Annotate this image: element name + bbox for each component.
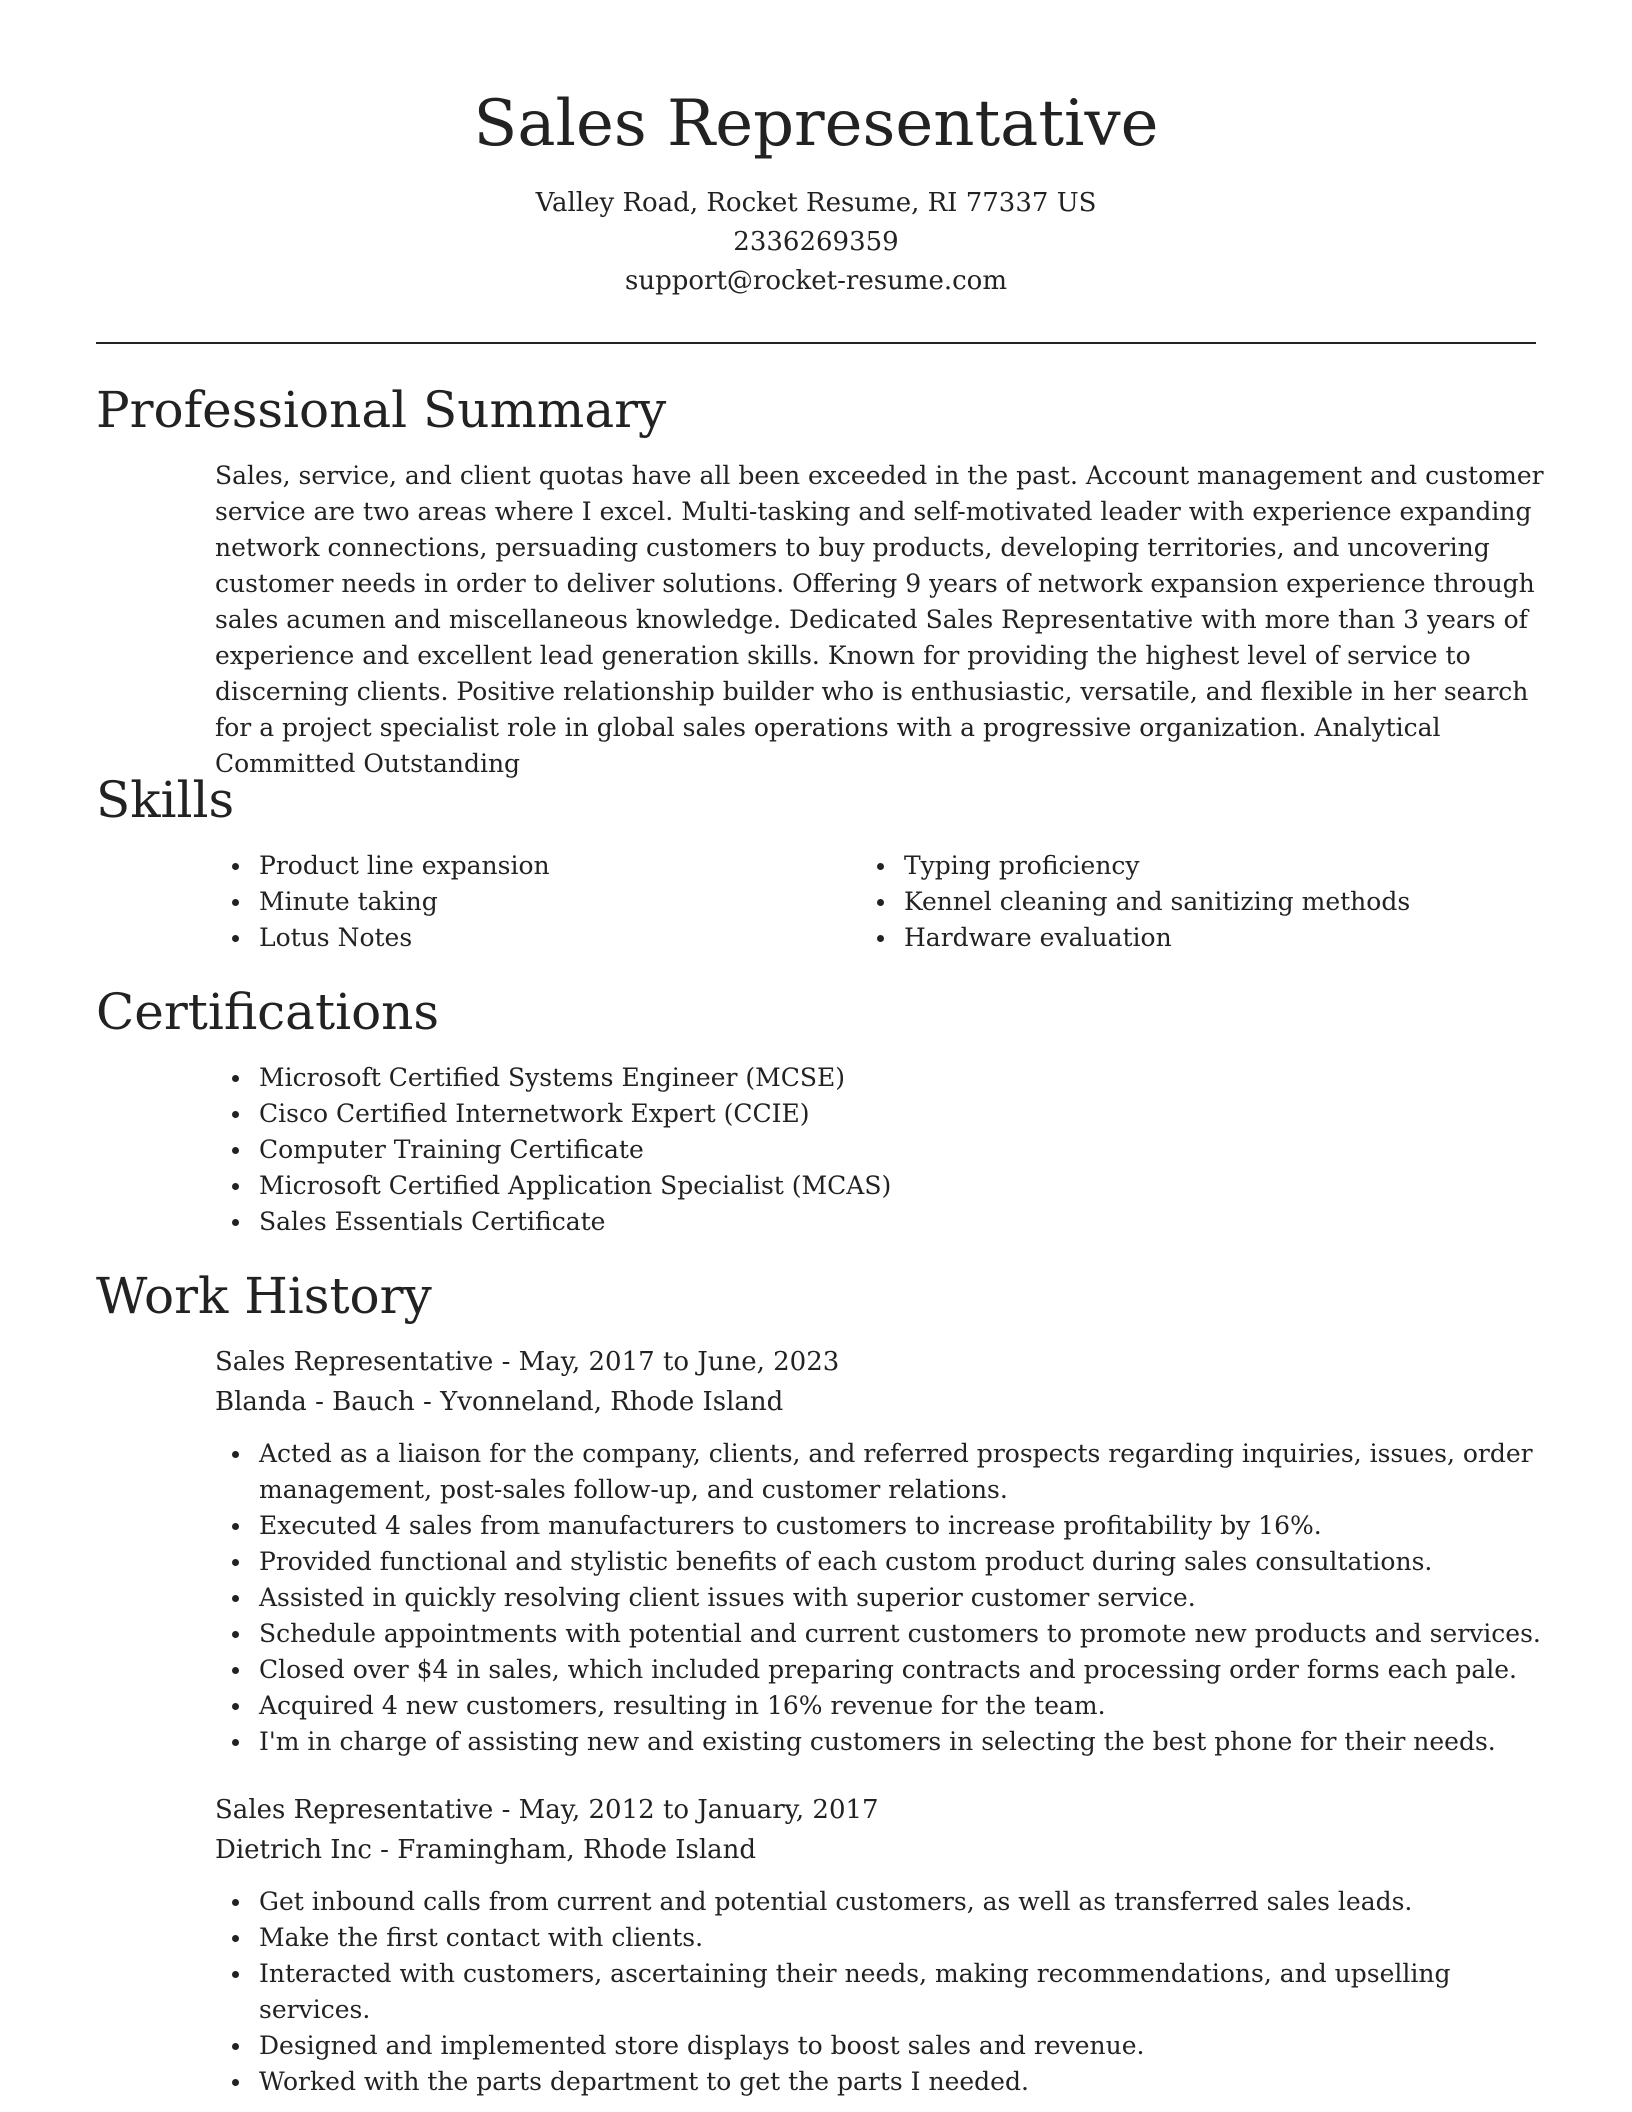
summary-text: Sales, service, and client quotas have all been exceeded in the past. Account management and customer service are two areas where I excel. Multi-tasking and self-motivated leader with experience expanding network connections, persuading customers to buy products, developing territories, and uncovering customer needs in order to deliver solutions. Offering 9 years of network expansion experience through sales acumen and miscellaneous knowledge. Dedicated Sales Representative with more than 3 years of experience and excellent lead generation skills. Known for providing the highest level of service to discerning clients. Positive relationship builder who is enthusiastic, versatile, and flexible in her search for a project specialist role in global sales operations with a progressive organization. Analytical Committed Outstanding xyxy=(215,461,1544,778)
job-employer-line xyxy=(215,1382,783,1422)
skills-column-right xyxy=(860,848,1500,956)
list-item: Product line expansion xyxy=(215,848,855,884)
job-dates: - May, 2012 to January, 2017 xyxy=(493,1795,879,1825)
list-item: Lotus Notes xyxy=(215,920,855,956)
skills-heading: Skills xyxy=(96,771,235,829)
list-item: Cisco Certified Internetwork Expert (CCIE) xyxy=(215,1096,891,1132)
job-employer: Blanda - Bauch xyxy=(215,1387,415,1417)
skills-column-left xyxy=(215,848,855,956)
contact-info xyxy=(0,184,1632,301)
email: support@rocket-resume.com xyxy=(624,266,1007,296)
job-employer: Dietrich Inc xyxy=(215,1835,372,1865)
list-item: Typing proficiency xyxy=(860,848,1500,884)
list-item: Worked with the parts department to get the parts I needed. xyxy=(215,2064,1545,2100)
list-item: Acted as a liaison for the company, clients, and referred prospects regarding inquiries, issues, order management, post-sales follow-up, and customer relations. xyxy=(215,1436,1545,1508)
list-item: Assisted in quickly resolving client issues with superior customer service. xyxy=(215,1580,1545,1616)
job-bullets xyxy=(215,1884,1545,2100)
list-item: Closed over $4 in sales, which included preparing contracts and processing order forms each pale. xyxy=(215,1652,1545,1688)
job-title: Sales Representative xyxy=(215,1795,494,1825)
certifications-list xyxy=(215,1060,891,1240)
list-item: Executed 4 sales from manufacturers to customers to increase profitability by 16%. xyxy=(215,1508,1545,1544)
job-employer-line xyxy=(215,1830,756,1870)
resume-header xyxy=(0,0,1632,301)
list-item: Sales Essentials Certificate xyxy=(215,1204,891,1240)
list-item: Schedule appointments with potential and current customers to promote new products and services. xyxy=(215,1616,1545,1652)
job-dates: - May, 2017 to June, 2023 xyxy=(493,1347,840,1377)
list-item: Acquired 4 new customers, resulting in 16% revenue for the team. xyxy=(215,1688,1545,1724)
summary-heading: Professional Summary xyxy=(96,381,667,439)
job-location: - Yvonneland, Rhode Island xyxy=(414,1387,784,1417)
list-item: Hardware evaluation xyxy=(860,920,1500,956)
certifications-heading: Certifications xyxy=(96,983,440,1041)
header-divider xyxy=(96,342,1536,344)
job-location: - Framingham, Rhode Island xyxy=(371,1835,757,1865)
list-item: Microsoft Certified Application Specialist (MCAS) xyxy=(215,1168,891,1204)
list-item: Minute taking xyxy=(215,884,855,920)
address: Valley Road, Rocket Resume, RI 77337 US xyxy=(535,188,1097,218)
job-title-line xyxy=(215,1790,879,1830)
list-item: Interacted with customers, ascertaining their needs, making recommendations, and upselling services. xyxy=(215,1956,1545,2028)
list-item: Designed and implemented store displays to boost sales and revenue. xyxy=(215,2028,1545,2064)
list-item: I'm in charge of assisting new and existing customers in selecting the best phone for their needs. xyxy=(215,1724,1545,1760)
work-history-heading: Work History xyxy=(96,1267,432,1325)
job-bullets xyxy=(215,1436,1545,1760)
job-title-line xyxy=(215,1342,839,1382)
list-item: Make the first contact with clients. xyxy=(215,1920,1545,1956)
phone: 2336269359 xyxy=(733,227,899,257)
list-item: Provided functional and stylistic benefits of each custom product during sales consultations. xyxy=(215,1544,1545,1580)
candidate-name: Sales Representative xyxy=(473,87,1159,161)
job-title: Sales Representative xyxy=(215,1347,494,1377)
list-item: Computer Training Certificate xyxy=(215,1132,891,1168)
list-item: Microsoft Certified Systems Engineer (MCSE) xyxy=(215,1060,891,1096)
list-item: Kennel cleaning and sanitizing methods xyxy=(860,884,1500,920)
list-item: Get inbound calls from current and potential customers, as well as transferred sales leads. xyxy=(215,1884,1545,1920)
